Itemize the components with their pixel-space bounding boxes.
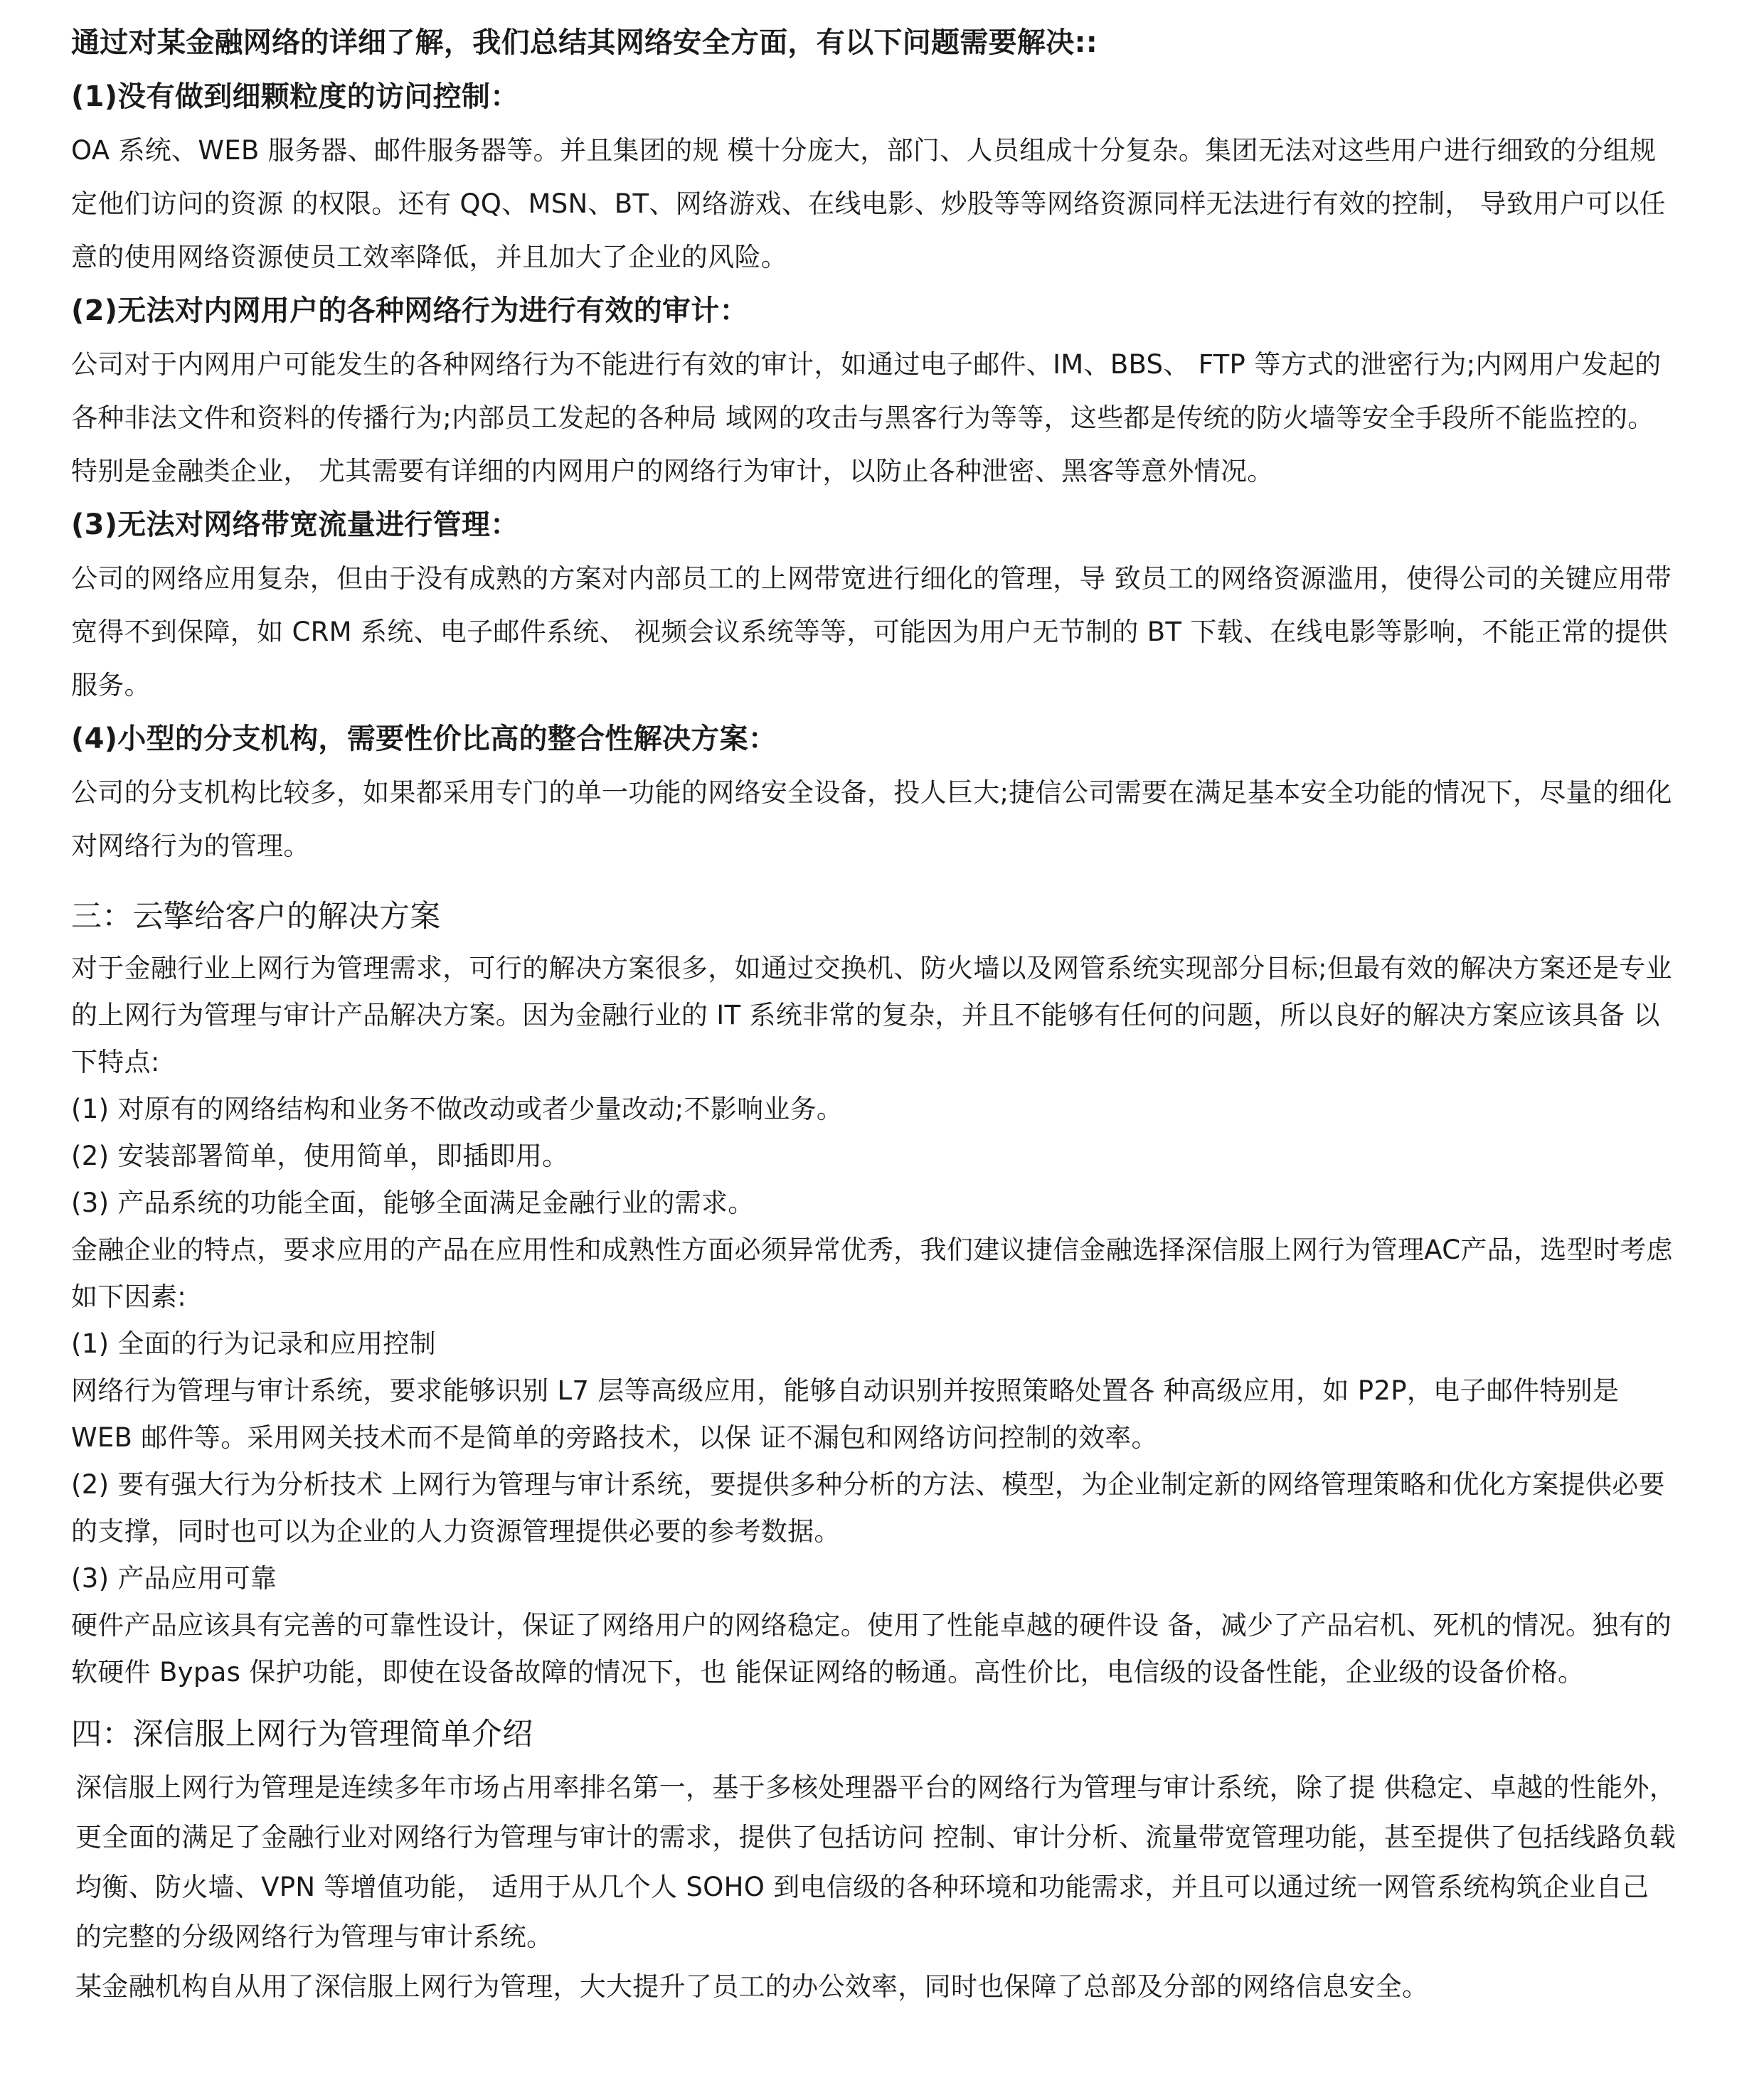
issue-4	[71, 712, 1679, 873]
section-3-heading: 三：云擎给客户的解决方案	[71, 899, 441, 934]
section-3-paragraph: (2) 安装部署简单，使用简单，即插即用。	[71, 1141, 569, 1171]
issue-body: OA 系统、WEB 服务器、邮件服务器等。并且集团的规 模十分庞大，部门、人员组成十分复杂。集团无法对这些用户进行细致的分组规定他们访问的资源 的权限。还有 QQ、MSN、BT、网络游戏、在线电影、炒股等等网络资源同样无法进行有效的控制， 导致用户可以任意的使用网络资源使员工效率降低，并且加大了企业的风险。	[71, 135, 1666, 272]
issue-body: 公司对于内网用户可能发生的各种网络行为不能进行有效的审计，如通过电子邮件、IM、BBS、 FTP 等方式的泄密行为;内网用户发起的各种非法文件和资料的传播行为;内部员工发起的各种局 域网的攻击与黑客行为等等，这些都是传统的防火墙等安全手段所不能监控的。特别是金融类企业， 尤其需要有详细的内网用户的网络行为审计，以防止各种泄密、黑客等意外情况。	[71, 349, 1662, 486]
issue-title: (1)没有做到细颗粒度的访问控制：	[71, 80, 519, 113]
issue-body: 公司的网络应用复杂，但由于没有成熟的方案对内部员工的上网带宽进行细化的管理，导 致员工的网络资源滥用，使得公司的关键应用带宽得不到保障，如 CRM 系统、电子邮件系统、 视频会议系统等等，可能因为用户无节制的 BT 下载、在线电影等影响，不能正常的提供服务。	[71, 563, 1672, 700]
section-4-paragraph: 深信服上网行为管理是连续多年市场占用率排名第一，基于多核处理器平台的网络行为管理与审计系统，除了提 供稳定、卓越的性能外，更全面的满足了金融行业对网络行为管理与审计的需求，提供了包括访问 控制、审计分析、流量带宽管理功能，甚至提供了包括线路负载均衡、防火墙、VPN 等增值功能， 适用于从几个人 SOHO 到电信级的各种环境和功能需求，并且可以通过统一网管系统构筑企业自己 的完整的分级网络行为管理与审计系统。	[75, 1772, 1677, 1952]
section-3-content	[71, 945, 1679, 1696]
issue-3	[71, 498, 1679, 712]
issue-body: 公司的分支机构比较多，如果都采用专门的单一功能的网络安全设备，投人巨大;捷信公司需要在满足基本安全功能的情况下，尽量的细化对网络行为的管理。	[71, 777, 1672, 861]
section-3-paragraph: (1) 对原有的网络结构和业务不做改动或者少量改动;不影响业务。	[71, 1094, 844, 1124]
issue-2	[71, 284, 1679, 498]
issue-title: (3)无法对网络带宽流量进行管理：	[71, 508, 519, 541]
section-3-paragraph: 硬件产品应该具有完善的可靠性设计，保证了网络用户的网络稳定。使用了性能卓越的硬件设 备，减少了产品宕机、死机的情况。独有的软硬件 Bypas 保护功能，即使在设备故障的情况下，也 能保证网络的畅通。高性价比，电信级的设备性能，企业级的设备价格。	[71, 1610, 1672, 1688]
issue-title: (4)小型的分支机构，需要性价比高的整合性解决方案：	[71, 723, 777, 755]
section-3-paragraph: (3) 产品系统的功能全面，能够全面满足金融行业的需求。	[71, 1188, 755, 1218]
issue-title: (2)无法对内网用户的各种网络行为进行有效的审计：	[71, 294, 748, 327]
issue-1	[71, 70, 1679, 284]
section-3-paragraph: 金融企业的特点，要求应用的产品在应用性和成熟性方面必须异常优秀，我们建议捷信金融选择深信服上网行为管理AC产品，选型时考虑如下因素:	[71, 1235, 1673, 1312]
section-4-heading: 四：深信服上网行为管理简单介绍	[71, 1717, 533, 1752]
intro-paragraph: 通过对某金融网络的详细了解，我们总结其网络安全方面，有以下问题需要解决::	[71, 26, 1098, 59]
section-3-paragraph: 网络行为管理与审计系统，要求能够识别 L7 层等高级应用，能够自动识别并按照策略处置各 种高级应用，如 P2P，电子邮件特别是 WEB 邮件等。采用网关技术而不是简单的旁路技术，以保 证不漏包和网络访问控制的效率。	[71, 1375, 1620, 1453]
section-4-paragraph: 某金融机构自从用了深信服上网行为管理，大大提升了员工的办公效率，同时也保障了总部及分部的网络信息安全。	[75, 1971, 1429, 2002]
section-3-paragraph: (2) 要有强大行为分析技术 上网行为管理与审计系统，要提供多种分析的方法、模型，为企业制定新的网络管理策略和优化方案提供必要的支撑，同时也可以为企业的人力资源管理提供必要的参考数据。	[71, 1469, 1665, 1547]
section-3-paragraph: (3) 产品应用可靠	[71, 1563, 277, 1594]
section-3-paragraph: (1) 全面的行为记录和应用控制	[71, 1328, 436, 1359]
section-4-content	[71, 1763, 1679, 2012]
document-body	[71, 16, 1679, 2012]
section-3-paragraph: 对于金融行业上网行为管理需求，可行的解决方案很多，如通过交换机、防火墙以及网管系统实现部分目标;但最有效的解决方案还是专业的上网行为管理与审计产品解决方案。因为金融行业的 IT 系统非常的复杂，并且不能够有任何的问题，所以良好的解决方案应该具备 以下特点:	[71, 953, 1672, 1077]
